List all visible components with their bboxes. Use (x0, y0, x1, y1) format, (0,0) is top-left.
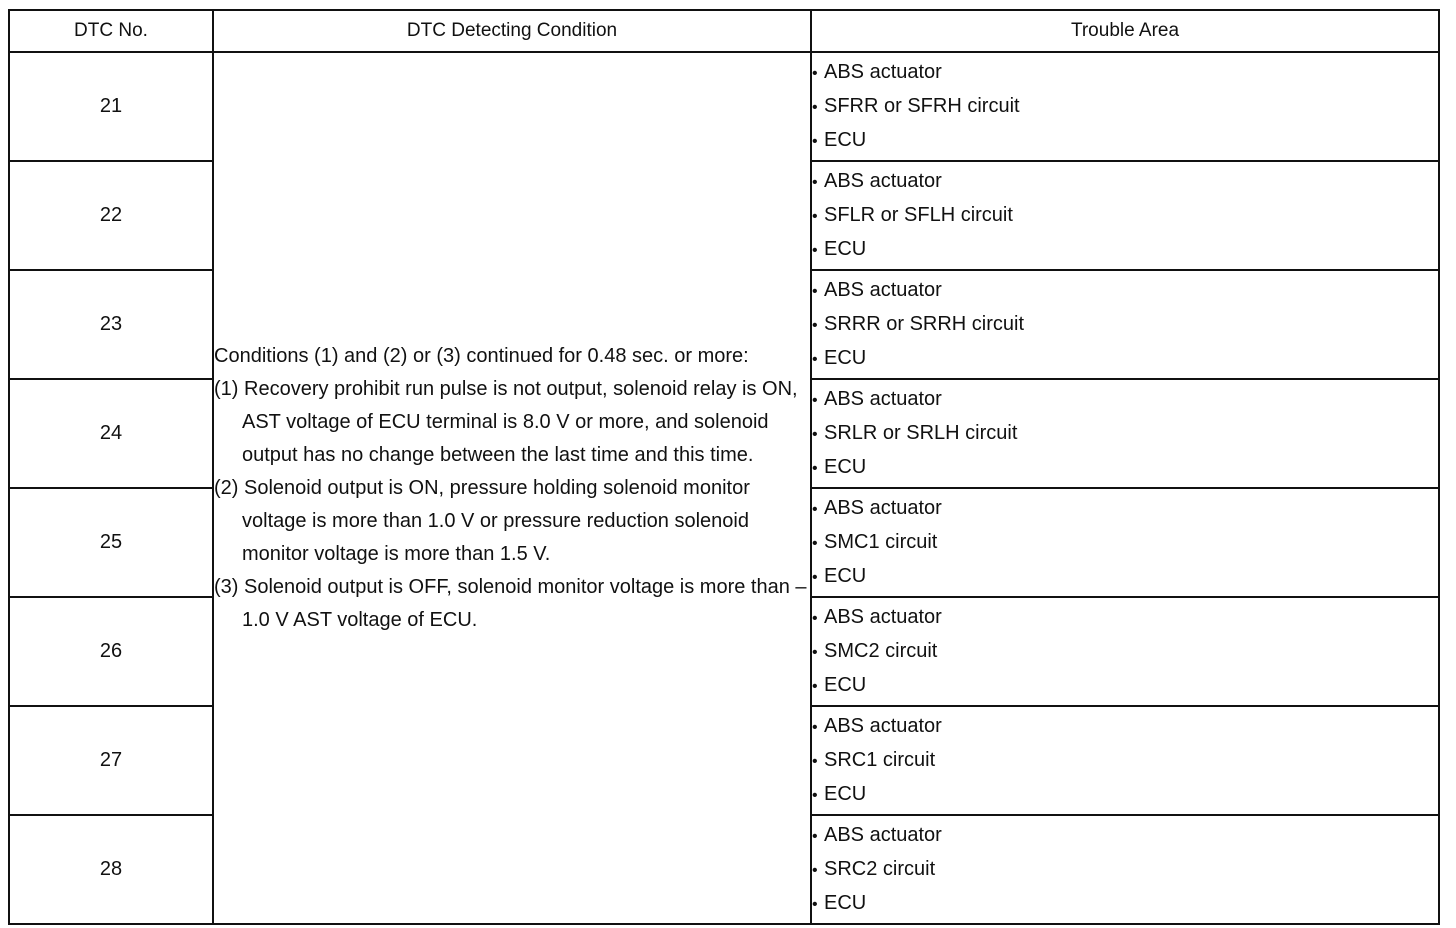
bullet-icon: • (812, 207, 818, 225)
dtc-number: 25 (9, 488, 213, 597)
dtc-number: 28 (9, 815, 213, 924)
trouble-area-item: • SMC2 circuit (812, 635, 1438, 669)
trouble-area-item: • ECU (812, 233, 1438, 267)
bullet-icon: • (812, 534, 818, 552)
trouble-area-item: • SRLR or SRLH circuit (812, 417, 1438, 451)
dtc-number: 23 (9, 270, 213, 379)
bullet-icon: • (812, 173, 818, 191)
condition-item: (2) Solenoid output is ON, pressure holding solenoid monitor voltage is more than 1.0 V or pressure reduction solenoid monitor voltage is more than 1.5 V. (214, 476, 750, 565)
bullet-icon: • (812, 98, 818, 116)
trouble-area-item: • ABS actuator (812, 819, 1438, 853)
bullet-icon: • (812, 718, 818, 736)
trouble-area-item: • ECU (812, 778, 1438, 812)
trouble-area-cell (811, 488, 1439, 597)
trouble-area-item: • ECU (812, 887, 1438, 921)
bullet-icon: • (812, 64, 818, 82)
dtc-number: 21 (9, 52, 213, 161)
trouble-area-cell (811, 52, 1439, 161)
table-row (9, 52, 1439, 161)
bullet-icon: • (812, 609, 818, 627)
trouble-area-item: • ABS actuator (812, 383, 1438, 417)
bullet-icon: • (812, 241, 818, 259)
bullet-icon: • (812, 500, 818, 518)
detecting-condition-cell (213, 52, 811, 924)
header-trouble-area: Trouble Area (811, 10, 1439, 52)
bullet-icon: • (812, 316, 818, 334)
bullet-icon: • (812, 677, 818, 695)
trouble-area-item: • ECU (812, 451, 1438, 485)
trouble-area-item: • ABS actuator (812, 165, 1438, 199)
condition-item: (3) Solenoid output is OFF, solenoid monitor voltage is more than –1.0 V AST voltage of ECU. (214, 575, 807, 631)
bullet-icon: • (812, 752, 818, 770)
bullet-icon: • (812, 132, 818, 150)
dtc-number: 24 (9, 379, 213, 488)
condition-intro: Conditions (1) and (2) or (3) continued for 0.48 sec. or more: (214, 344, 749, 367)
trouble-area-item: • ECU (812, 124, 1438, 158)
trouble-area-item: • SRC2 circuit (812, 853, 1438, 887)
trouble-area-item: • SRRR or SRRH circuit (812, 308, 1438, 342)
trouble-area-cell (811, 706, 1439, 815)
bullet-icon: • (812, 425, 818, 443)
trouble-area-item: • ABS actuator (812, 601, 1438, 635)
bullet-icon: • (812, 895, 818, 913)
trouble-area-cell (811, 597, 1439, 706)
bullet-icon: • (812, 391, 818, 409)
dtc-table (8, 9, 1440, 925)
bullet-icon: • (812, 568, 818, 586)
trouble-area-item: • SFLR or SFLH circuit (812, 199, 1438, 233)
trouble-area-item: • ECU (812, 669, 1438, 703)
bullet-icon: • (812, 282, 818, 300)
trouble-area-item: • ABS actuator (812, 274, 1438, 308)
bullet-icon: • (812, 643, 818, 661)
trouble-area-item: • ABS actuator (812, 710, 1438, 744)
trouble-area-item: • ECU (812, 560, 1438, 594)
trouble-area-cell (811, 815, 1439, 924)
trouble-area-item: • ABS actuator (812, 56, 1438, 90)
trouble-area-item: • ECU (812, 342, 1438, 376)
header-detecting-condition: DTC Detecting Condition (213, 10, 811, 52)
bullet-icon: • (812, 459, 818, 477)
bullet-icon: • (812, 827, 818, 845)
trouble-area-item: • SRC1 circuit (812, 744, 1438, 778)
dtc-number: 26 (9, 597, 213, 706)
condition-item: (1) Recovery prohibit run pulse is not output, solenoid relay is ON, AST voltage of ECU terminal is 8.0 V or more, and solenoid output has no change between the last time and this time. (214, 377, 798, 466)
trouble-area-item: • SMC1 circuit (812, 526, 1438, 560)
dtc-number: 27 (9, 706, 213, 815)
trouble-area-cell (811, 161, 1439, 270)
trouble-area-item: • ABS actuator (812, 492, 1438, 526)
dtc-number: 22 (9, 161, 213, 270)
bullet-icon: • (812, 350, 818, 368)
trouble-area-cell (811, 379, 1439, 488)
header-row (9, 10, 1439, 52)
trouble-area-cell (811, 270, 1439, 379)
bullet-icon: • (812, 786, 818, 804)
trouble-area-item: • SFRR or SFRH circuit (812, 90, 1438, 124)
header-dtc-no: DTC No. (9, 10, 213, 52)
bullet-icon: • (812, 861, 818, 879)
